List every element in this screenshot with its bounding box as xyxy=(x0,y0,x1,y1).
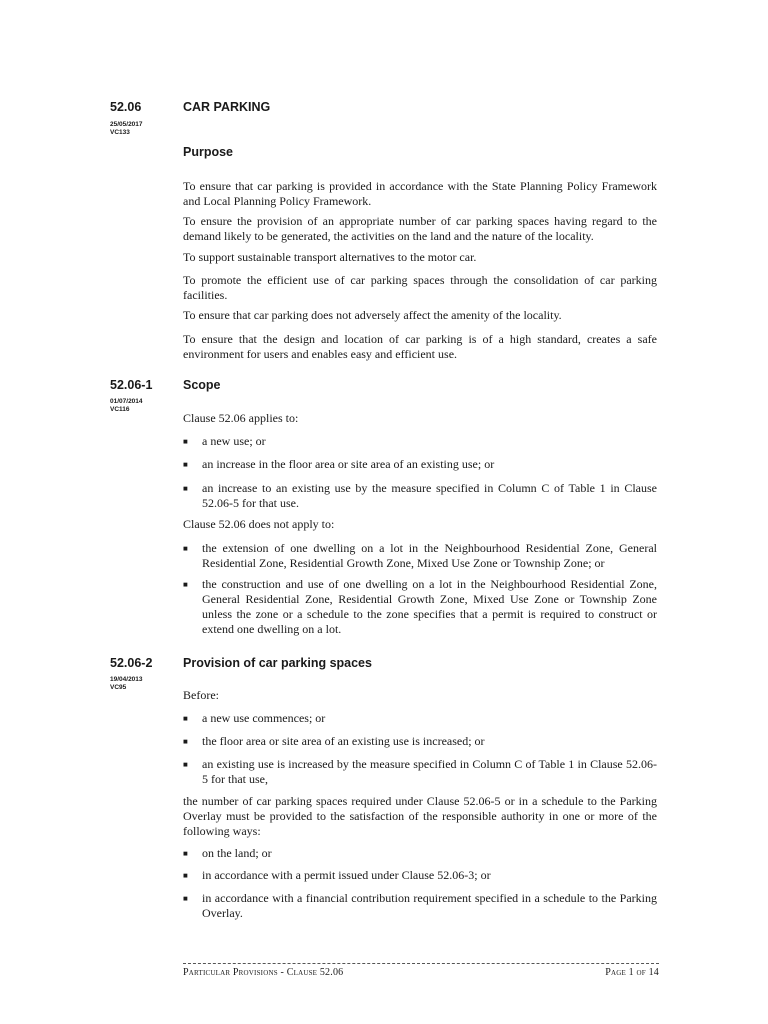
bullet-icon: ■ xyxy=(183,737,188,746)
provision-date: 19/04/2013 xyxy=(110,676,143,683)
scope-number: 52.06-1 xyxy=(110,378,153,392)
clause-number: 52.06 xyxy=(110,100,142,114)
list-item: ■ an increase to an existing use by the measure specified in Column C of Table 1 in Clause 52.06-5 for that use. xyxy=(183,481,657,510)
provision-body: the number of car parking spaces required under Clause 52.06-5 or in a schedule to the Parking Overlay must be provided to the satisfaction of the responsible authority in one or more of the following ways: xyxy=(183,794,657,838)
purpose-paragraph: To ensure that car parking is provided in accordance with the State Planning Policy Framework and Local Planning Policy Framework. xyxy=(183,179,657,208)
list-item: ■ in accordance with a financial contribution requirement specified in a schedule to the Parking Overlay. xyxy=(183,891,657,920)
purpose-paragraph: To ensure the provision of an appropriate number of car parking spaces having regard to the demand likely to be generated, the activities on the land and the nature of the locality. xyxy=(183,214,657,243)
scope-date: 01/07/2014 xyxy=(110,398,143,405)
bullet-icon: ■ xyxy=(183,437,188,446)
provision-number: 52.06-2 xyxy=(110,656,153,670)
footer-page-number: Page 1 of 14 xyxy=(605,967,659,978)
purpose-paragraph: To support sustainable transport alternatives to the motor car. xyxy=(183,250,477,264)
bullet-icon: ■ xyxy=(183,714,188,723)
purpose-paragraph: To ensure that car parking does not adversely affect the amenity of the locality. xyxy=(183,308,562,322)
bullet-icon: ■ xyxy=(183,760,188,769)
bullet-icon: ■ xyxy=(183,894,188,903)
purpose-heading: Purpose xyxy=(183,145,234,159)
purpose-paragraph: To promote the efficient use of car parking spaces through the consolidation of car parking facilities. xyxy=(183,273,657,302)
footer-divider xyxy=(183,963,659,964)
list-item: ■ a new use; or xyxy=(183,434,266,448)
bullet-icon: ■ xyxy=(183,849,188,858)
list-item: ■ an existing use is increased by the measure specified in Column C of Table 1 in Clause 52.06-5 for that use, xyxy=(183,757,657,786)
scope-amendment: VC116 xyxy=(110,406,130,413)
list-item: ■ in accordance with a permit issued under Clause 52.06-3; or xyxy=(183,868,491,882)
list-item: ■ the construction and use of one dwelling on a lot in the Neighbourhood Residential Zone, General Residential Zone, Residential Growth Zone, Mixed Use Zone or Township Zone unless the zone or a schedule to the zone specifies that a permit is required to construct or extend one dwelling on a lot. xyxy=(183,577,657,636)
list-item: ■ an increase in the floor area or site area of an existing use; or xyxy=(183,457,495,471)
clause-amendment: VC133 xyxy=(110,129,130,136)
clause-date: 25/05/2017 xyxy=(110,121,143,128)
bullet-icon: ■ xyxy=(183,544,188,553)
bullet-icon: ■ xyxy=(183,871,188,880)
bullet-icon: ■ xyxy=(183,484,188,493)
scope-intro: Clause 52.06 applies to: xyxy=(183,411,299,425)
bullet-icon: ■ xyxy=(183,460,188,469)
footer-section-label: Particular Provisions - Clause 52.06 xyxy=(183,967,344,978)
provision-intro: Before: xyxy=(183,688,219,702)
clause-title: CAR PARKING xyxy=(183,100,271,114)
scope-not-intro: Clause 52.06 does not apply to: xyxy=(183,517,335,531)
list-item: ■ a new use commences; or xyxy=(183,711,326,725)
purpose-paragraph: To ensure that the design and location of car parking is of a high standard, creates a safe environment for users and enables easy and efficient use. xyxy=(183,332,657,361)
list-item: ■ on the land; or xyxy=(183,846,272,860)
provision-amendment: VC95 xyxy=(110,684,127,691)
provision-heading: Provision of car parking spaces xyxy=(183,656,372,670)
bullet-icon: ■ xyxy=(183,580,188,589)
list-item: ■ the floor area or site area of an existing use is increased; or xyxy=(183,734,485,748)
scope-heading: Scope xyxy=(183,378,221,392)
list-item: ■ the extension of one dwelling on a lot in the Neighbourhood Residential Zone, General Residential Zone, Residential Growth Zone, Mixed Use Zone or Township Zone; or xyxy=(183,541,657,570)
